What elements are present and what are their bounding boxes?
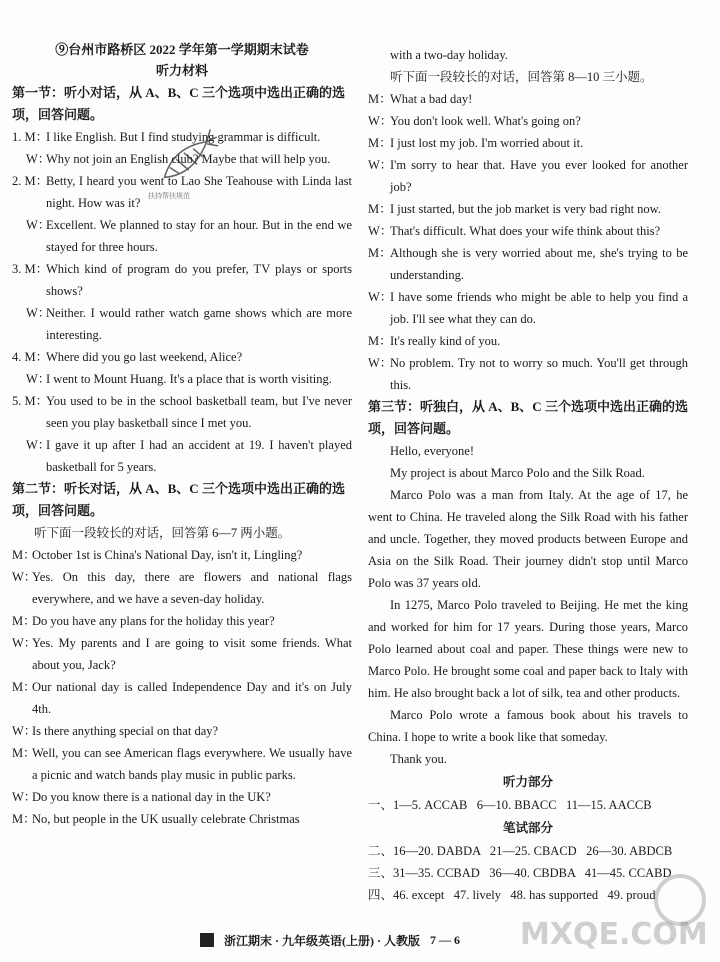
section-2-dialogue — [12, 544, 352, 830]
dialogue-line: W： Is there anything special on that day? — [12, 724, 219, 738]
dialogue-line: W： You don't look well. What's going on? — [368, 114, 581, 128]
dialogue-line: W： Neither. I would rather watch game shows which are more interesting. — [26, 306, 352, 342]
section-1-heading: 第一节：听小对话，从 A、B、C 三个选项中选出正确的选项，回答问题。 — [12, 85, 345, 122]
svg-text:扶持帮扶规范: 扶持帮扶规范 — [148, 192, 190, 200]
dialogue-line: W： I gave it up after I had an accident at 19. I haven't played basketball for 5 years. — [26, 438, 352, 474]
dialogue-line: W： Yes. My parents and I are going to visit some friends. What about you, Jack? — [12, 636, 352, 672]
dialogue-line: W： Excellent. We planned to stay for an hour. But in the end we stayed for three hours. — [26, 218, 352, 254]
dialogue-line: W： That's difficult. What does your wife think about this? — [368, 224, 661, 238]
right-column — [368, 44, 688, 906]
section-2-heading: 第二节：听长对话，从 A、B、C 三个选项中选出正确的选项，回答问题。 — [12, 481, 345, 518]
listening-answers: 一、1—5. ACCAB 6—10. BBACC 11—15. AACCB — [368, 798, 652, 812]
written-answers-line: 二、16—20. DABDA 21—25. CBACD 26—30. ABDCB — [368, 844, 673, 858]
section-2-intro-2: 听下面一段较长的对话，回答第 8—10 三小题。 — [390, 70, 653, 84]
dialogue-line: 5. M： You used to be in the school basketball team, but I've never seen you play basketball since I met you. — [12, 394, 352, 430]
dialogue-line: M： I just lost my job. I'm worried about it. — [368, 136, 584, 150]
dialogue-line: W： I have some friends who might be able to help you find a job. I'll see what they can do. — [368, 290, 688, 326]
dialogue-line: W： I'm sorry to hear that. Have you ever looked for another job? — [368, 158, 688, 194]
dialogue-line: W： Do you know there is a national day in the UK? — [12, 790, 271, 804]
dialogue-line: M： What a bad day! — [368, 92, 473, 106]
dialogue-line: M： It's really kind of you. — [368, 334, 501, 348]
dialogue-line: M： Do you have any plans for the holiday this year? — [12, 614, 275, 628]
monologue-paragraph: Marco Polo was a man from Italy. At the age of 17, he went to China. He traveled along the Silk Road with his father and uncle. Together, they moved products between Europe and Asia on the Silk Road. Their journey didn't stop until Marco Polo was 37 years old. — [368, 488, 688, 590]
dialogue-line: 4. M： Where did you go last weekend, Alice? — [12, 350, 243, 364]
watermark-text: MXQE.COM — [520, 917, 708, 950]
monologue-paragraph: My project is about Marco Polo and the Silk Road. — [390, 466, 645, 480]
monologue-paragraph: In 1275, Marco Polo traveled to Beijing. He met the king and worked for him for 17 years. During those years, Marco Polo learned about coal and paper. These things were new to Marco Polo. He brought some coal and paper back to Italy with him. He also brought back a lot of silk, tea and other products. — [368, 598, 688, 700]
dialogue-line: M： Well, you can see American flags everywhere. We usually have a picnic and watch bands play music in public parks. — [12, 746, 352, 782]
section-3-heading: 第三节：听独白，从 A、B、C 三个选项中选出正确的选项，回答问题。 — [368, 399, 688, 436]
dialogue-line: 3. M： Which kind of program do you prefer, TV plays or sports shows? — [12, 262, 352, 298]
monologue-paragraph: Marco Polo wrote a famous book about his travels to China. I hope to write a book like that someday. — [368, 708, 688, 744]
dialogue-line: W： I went to Mount Huang. It's a place that is worth visiting. — [26, 372, 332, 386]
listening-answers-heading: 听力部分 — [502, 775, 553, 789]
materials-subtitle: 听力材料 — [155, 63, 208, 78]
page-number: 7 — 6 — [430, 932, 460, 947]
written-answers-line: 三、31—35. CCBAD 36—40. CBDBA 41—45. CCABD — [368, 866, 672, 880]
monologue — [368, 440, 688, 770]
carrot-stamp-logo — [140, 118, 230, 208]
page-footer — [200, 929, 500, 951]
written-answers-line: 四、46. except 47. lively 48. has supported 49. proud — [368, 888, 656, 902]
dialogue-line: M： I just started, but the job market is very bad right now. — [368, 202, 662, 216]
monologue-paragraph: Thank you. — [390, 752, 447, 766]
dialogue-line: M： October 1st is China's National Day, isn't it, Lingling? — [12, 548, 303, 562]
dialogue-line: W： No problem. Try not to worry so much. You'll get through this. — [368, 356, 688, 392]
dialogue-line: 2. M： Betty, I heard you went to Lao She Teahouse with Linda last night. How was it? — [12, 174, 352, 210]
dialogue-line: 1. M： I like English. But I find studying grammar is difficult. — [12, 130, 321, 144]
dialogue-line: W： Why not join an English club? Maybe that will help you. — [26, 152, 331, 166]
dialogue-line: W： Yes. On this day, there are flowers and national flags everywhere, and we have a seven-day holiday. — [12, 570, 352, 606]
continued-line: with a two-day holiday. — [390, 48, 508, 62]
dialogue-line: M： No, but people in the UK usually celebrate Christmas — [12, 812, 300, 826]
monologue-paragraph: Hello, everyone! — [390, 444, 474, 458]
written-answers-heading: 笔试部分 — [502, 821, 553, 835]
dialogue-line: M： Although she is very worried about me, she's trying to be understanding. — [368, 246, 688, 282]
dialogue-3 — [368, 88, 688, 396]
section-2-intro: 听下面一段较长的对话，回答第 6—7 两小题。 — [34, 526, 291, 540]
watermark-logo — [520, 870, 710, 950]
dialogue-line: M： Our national day is called Independence Day and it's on July 4th. — [12, 680, 352, 716]
footer-block-icon — [200, 933, 214, 947]
footer-book-title: 浙江期末 · 九年级英语(上册) · 人教版 — [224, 933, 420, 948]
exam-title: ⑨台州市路桥区 2022 学年第一学期期末试卷 — [55, 42, 309, 57]
